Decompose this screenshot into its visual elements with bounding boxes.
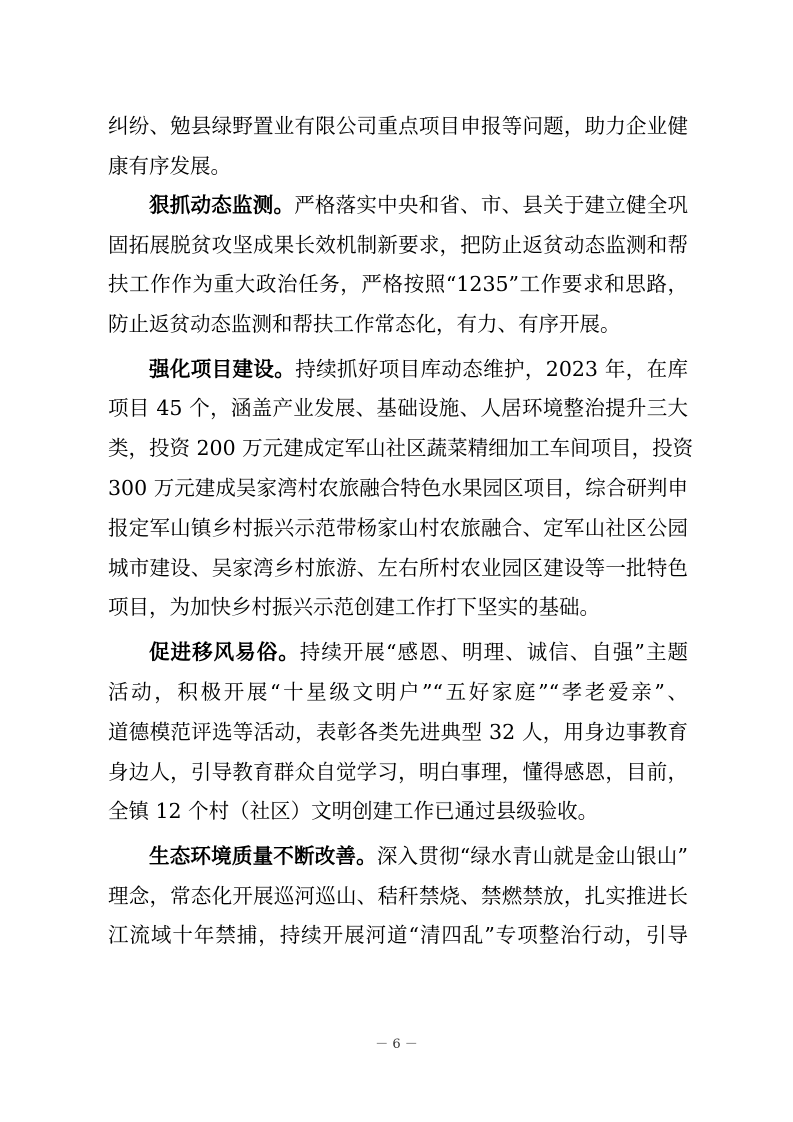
paragraph-5-line-3: 江流域十年禁捕，持续开展河道“清四乱”专项整治行动，引导: [108, 923, 688, 947]
paragraph-3-line-6: 城市建设、吴家湾乡村旅游、左右所村农业园区建设等一批特色: [108, 556, 688, 580]
paragraph-3-line-3: 类，投资 200 万元建成定军山社区蔬菜精细加工车间项目，投资: [108, 436, 694, 460]
paragraph-5-line-2: 理念，常态化开展巡河巡山、秸秆禁烧、禁燃禁放，扎实推进长: [108, 884, 688, 908]
paragraph-3-line-5: 报定军山镇乡村振兴示范带杨家山村农旅融合、定军山社区公园: [108, 516, 688, 540]
paragraph-4-line-4: 身边人，引导教育群众自觉学习，明白事理，懂得感恩，目前，: [108, 760, 688, 784]
section-heading-customs-reform: 促进移风易俗。: [149, 640, 300, 664]
paragraph-2-text: 严格落实中央和省、市、县关于建立健全巩: [294, 193, 689, 217]
paragraph-3-text: 持续抓好项目库动态维护，2023 年，在库: [295, 357, 689, 381]
paragraph-2-line-3: 扶工作作为重大政治任务，严格按照“1235”工作要求和思路，: [108, 272, 688, 296]
paragraph-2-line-1: [149, 190, 688, 220]
paragraph-3-line-1: [149, 354, 688, 384]
section-heading-ecological-environment: 生态环境质量不断改善。: [149, 844, 377, 868]
paragraph-5-text: 深入贯彻“绿水青山就是金山银山”: [376, 844, 688, 868]
section-heading-project-construction: 强化项目建设。: [149, 357, 296, 381]
paragraph-3-line-2: 项目 45 个，涵盖产业发展、基础设施、人居环境整治提升三大: [108, 396, 688, 420]
paragraph-4-line-5: 全镇 12 个村（社区）文明创建工作已通过县级验收。: [108, 799, 599, 823]
section-heading-dynamic-monitoring: 狠抓动态监测。: [149, 193, 295, 217]
paragraph-4-line-1: [149, 637, 688, 667]
paragraph-1-line-2: 康有序发展。: [108, 154, 231, 178]
paragraph-4-line-3: 道德模范评选等活动，表彰各类先进典型 32 人，用身边事教育: [108, 720, 688, 744]
paragraph-5-line-1: [149, 841, 688, 871]
paragraph-3-line-4: 300 万元建成吴家湾村农旅融合特色水果园区项目，综合研判申: [108, 476, 688, 500]
page-number: － 6 －: [375, 1037, 418, 1052]
paragraph-3-line-7: 项目，为加快乡村振兴示范创建工作打下坚实的基础。: [108, 595, 600, 619]
paragraph-2-line-4: 防止返贫动态监测和帮扶工作常态化，有力、有序开展。: [108, 312, 621, 336]
paragraph-4-text: 持续开展“感恩、明理、诚信、自强”主题: [299, 640, 688, 664]
paragraph-2-line-2: 固拓展脱贫攻坚成果长效机制新要求，把防止返贫动态监测和帮: [108, 233, 688, 257]
paragraph-4-line-2: 活动，积极开展“十星级文明户”“五好家庭”“孝老爱亲”、: [108, 680, 688, 704]
paragraph-1-line-1: 纠纷、勉县绿野置业有限公司重点项目申报等问题，助力企业健: [108, 114, 688, 138]
